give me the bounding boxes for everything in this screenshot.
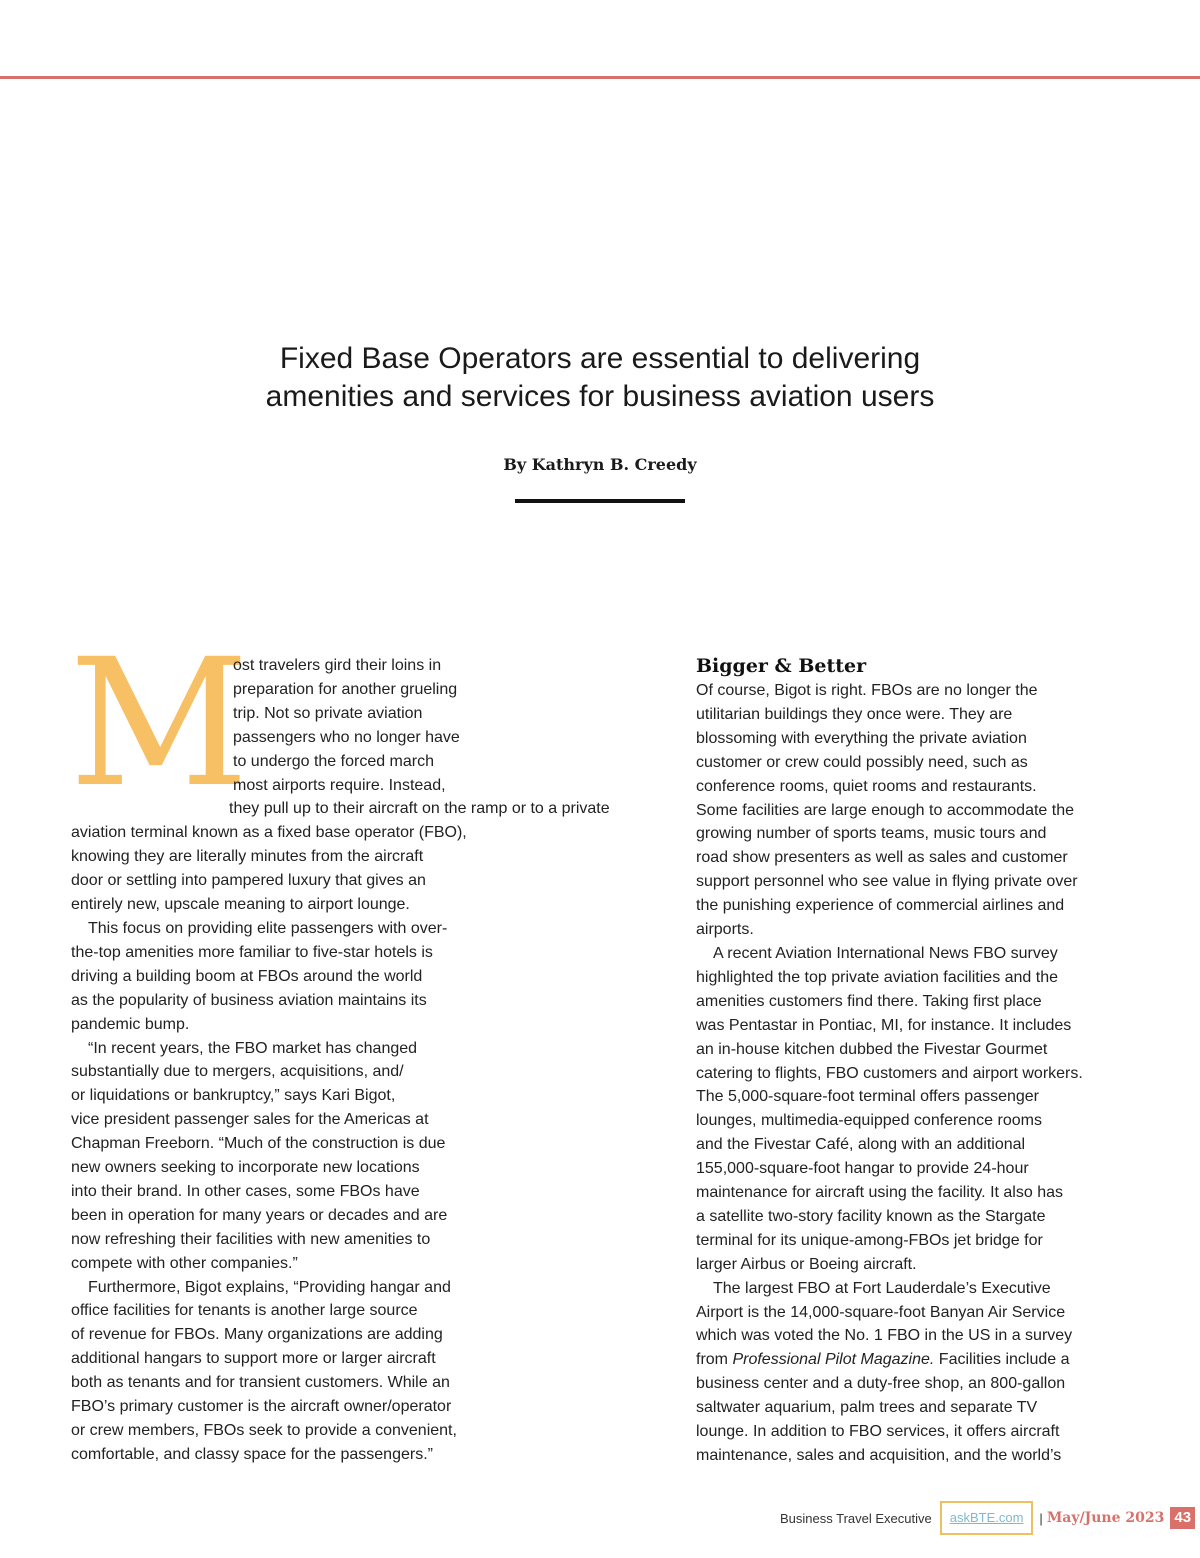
footer-separator: |: [1039, 1510, 1043, 1526]
mixed-line: from Professional Pilot Magazine. Facilities include a: [696, 1351, 1070, 1369]
magazine-title: Professional Pilot Magazine.: [732, 1351, 935, 1369]
page-footer: [780, 1500, 1195, 1536]
top-accent-rule: [0, 76, 1200, 79]
drop-cap-letter: M: [69, 621, 250, 826]
drop-cap: [69, 621, 250, 826]
page-number: 43: [1170, 1507, 1195, 1529]
issue-date: May/June 2023: [1046, 1510, 1165, 1526]
paragraph: Furthermore, Bigot explains, “Providing hangar and office facilities for tenants is another large source of revenue for FBOs. Many organizations are adding additional hangars to support more or larger aircraft both as tenants and for transient customers. While an FBO’s primary customer is the aircraft owner/operator or crew members, FBOs seek to provide a convenient, comfortable, and classy space for the passengers.”: [71, 1278, 457, 1463]
paragraph: “In recent years, the FBO market has changed substantially due to mergers, acquisitions, and/ or liquidations or bankruptcy,” says Kari Bigot, vice president passenger sales for the Americas at Chapman Freeborn. “Much of the construction is due new owners seeking to incorporate new locations into their brand. In other cases, some FBOs have been in operation for many years or decades and are now refreshing their facilities with new amenities to compete with other companies.”: [71, 1039, 448, 1272]
article-headline: [200, 340, 1000, 416]
byline-rule: [515, 499, 685, 503]
headline-line: Fixed Base Operators are essential to delivering: [279, 342, 921, 375]
section-subhead: Bigger & Better: [696, 655, 867, 677]
paragraph: A recent Aviation International News FBO survey highlighted the top private aviation facilities and the amenities customers find there. Taking first place was Pentastar in Pontiac, MI, for instance. It includes an in-house kitchen dubbed the Fivestar Gourmet catering to flights, FBO customers and airport workers. The 5,000-square-foot terminal offers passenger lounges, multimedia-equipped conference rooms and the Fivestar Café, along with an additional 155,000-square-foot hangar to provide 24-hour maintenance for aircraft using the facility. It also has a satellite two-story facility known as the Stargate terminal for its unique-among-FBOs jet bridge for larger Airbus or Boeing aircraft.: [696, 944, 1083, 1273]
paragraph: ost travelers gird their loins in preparation for another grueling trip. Not so private aviation passengers who no longer have to undergo the forced march most airports require. Instead, they pull up to their aircraft on the ramp or to a private aviation terminal known as a fixed base operator (FBO), knowing they are literally minutes from the aircraft door or settling into pampered luxury that gives an entirely new, upscale meaning to airport lounge.: [71, 657, 610, 914]
paragraph: This focus on providing elite passengers with over- the-top amenities more familiar to five-star hotels is driving a building boom at FBOs around the world as the popularity of business aviation maintains its pandemic bump.: [71, 919, 448, 1033]
paragraph: The largest FBO at Fort Lauderdale’s Executive Airport is the 14,000-square-foot Banyan Air Service which was voted the No. 1 FBO in the US in a survey from Professional Pilot Magazine. Facilities include a business center and a duty-free shop, an 800-gallon saltwater aquarium, palm trees and separate TV lounge. In addition to FBO services, it offers aircraft maintenance, sales and acquisition, and the world’s: [696, 1277, 1128, 1468]
publication-name: Business Travel Executive: [780, 1510, 932, 1526]
website-link[interactable]: askBTE.com: [940, 1501, 1034, 1535]
paragraph: Of course, Bigot is right. FBOs are no longer the utilitarian buildings they once were. They are blossoming with everything the private aviation customer or crew could possibly need, such as conference rooms, quiet rooms and restaurants. Some facilities are large enough to accommodate the growing number of sports teams, music tours and road show presenters as well as sales and customer support personnel who see value in flying private over the punishing experience of commercial airlines and airports.: [696, 682, 1078, 939]
byline: By Kathryn B. Creedy: [503, 455, 697, 474]
right-column: [696, 654, 1128, 1468]
left-column: [69, 621, 610, 1467]
headline-line: amenities and services for business aviation users: [265, 380, 935, 413]
